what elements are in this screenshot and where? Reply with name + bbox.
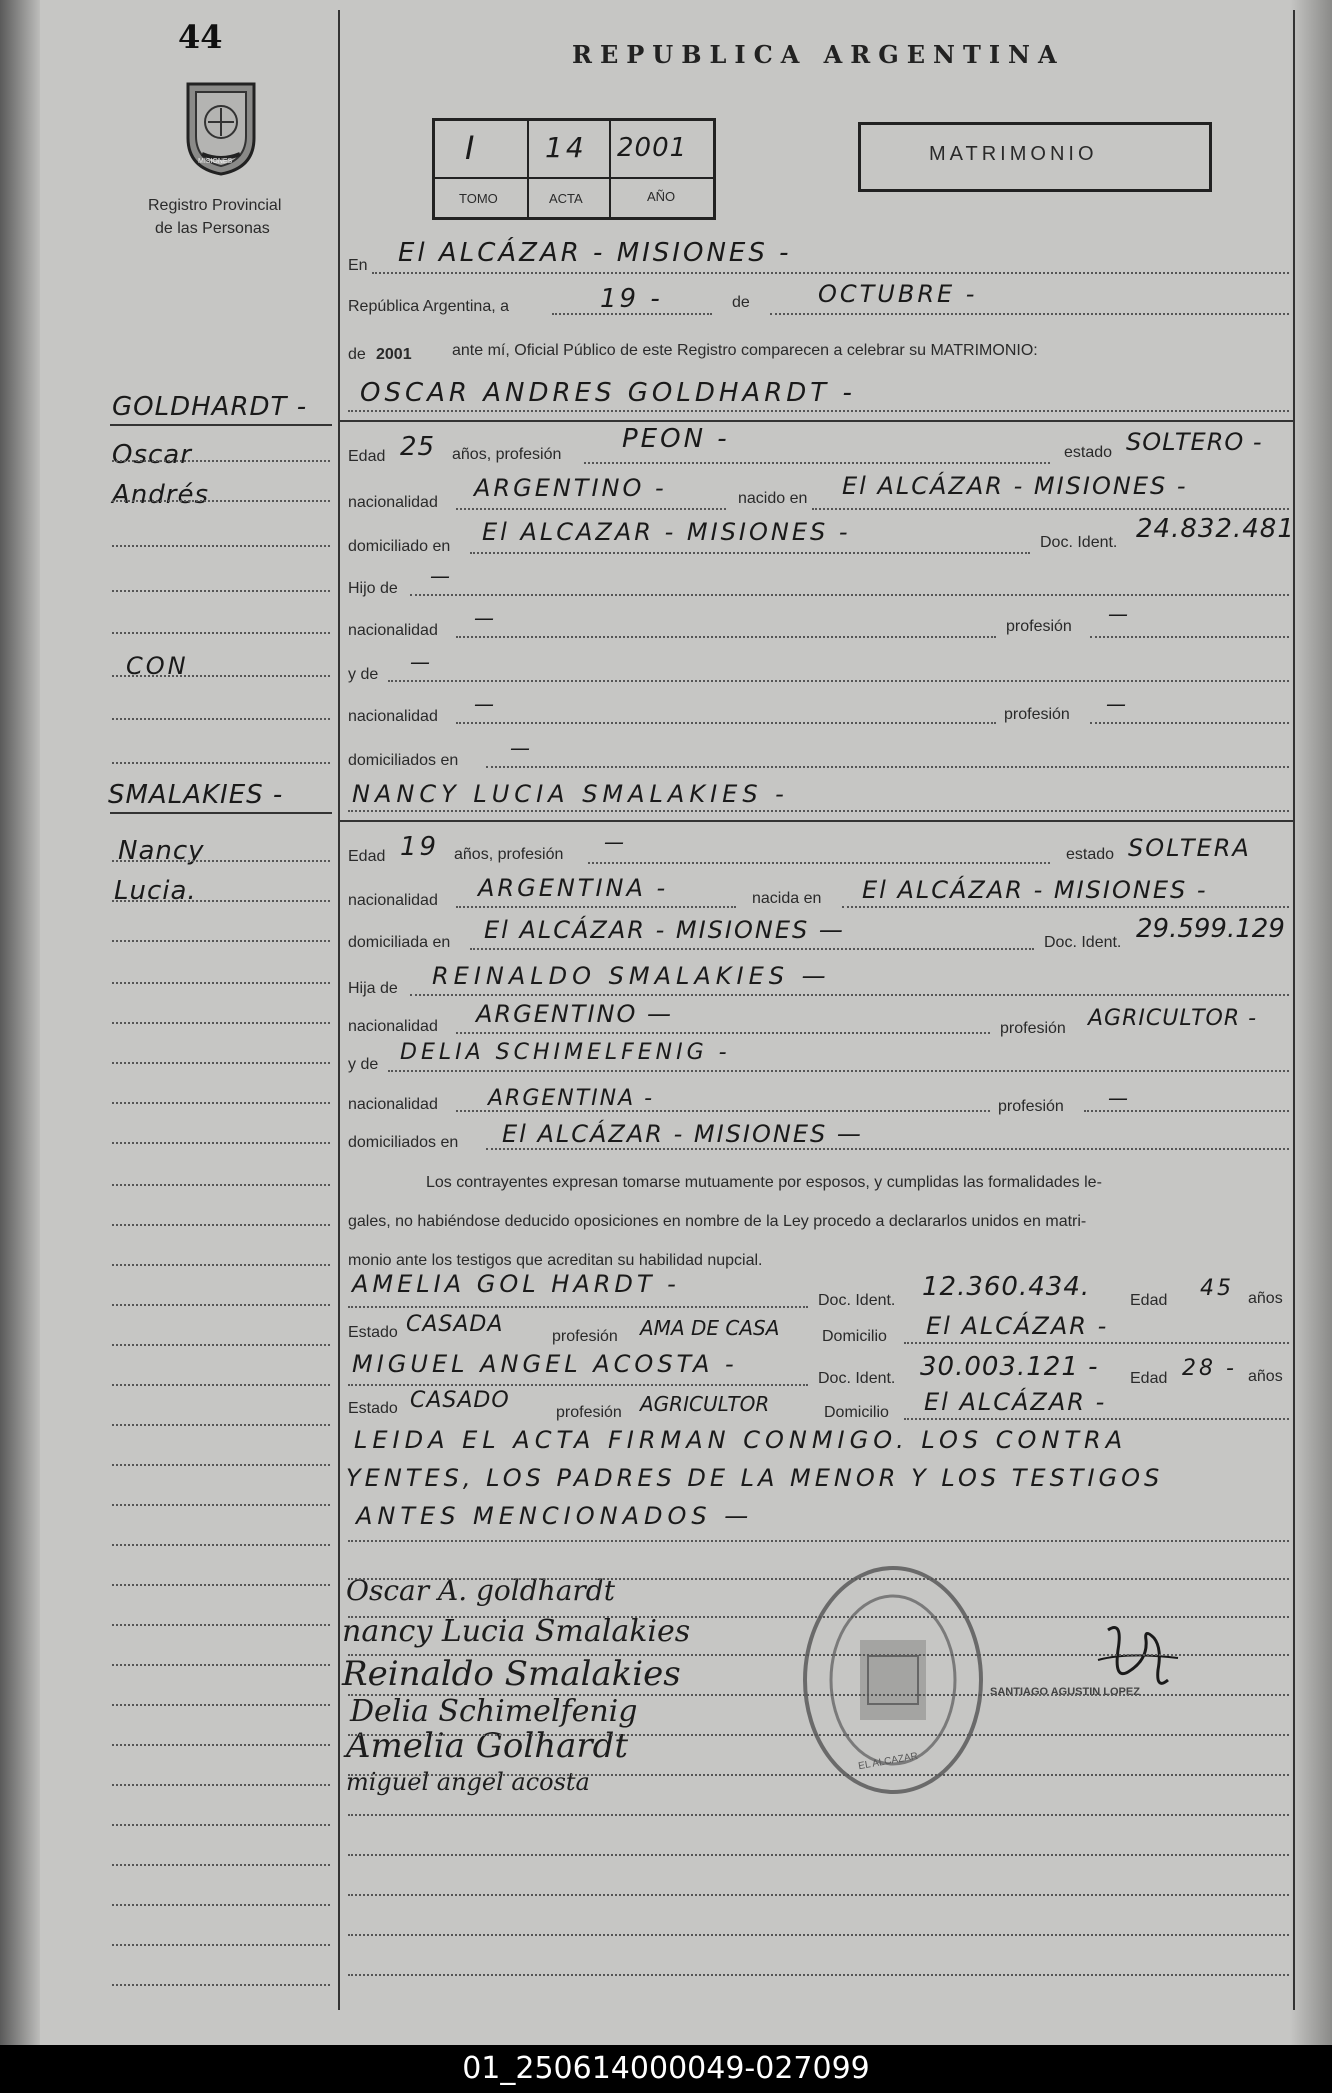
signature-5: Amelia Golhardt (346, 1726, 629, 1766)
dotted-line (112, 1344, 330, 1346)
dotted-line (348, 810, 1289, 812)
witness-1-anos-label: años (1248, 1290, 1283, 1307)
dotted-line (112, 762, 330, 764)
bride-domiciliados: El ALCÁZAR - MISIONES — (502, 1120, 863, 1148)
dotted-line (112, 1224, 330, 1226)
year-prefix: de (348, 346, 366, 363)
bride-prof2: — (1108, 1086, 1131, 1110)
signature-3: Reinaldo Smalakies (342, 1654, 681, 1694)
seal-text: MISIONES (198, 158, 233, 165)
dotted-line (1090, 636, 1289, 638)
witness-2-edad-label: Edad (1130, 1370, 1168, 1387)
bride-edad-label: Edad (348, 848, 386, 865)
groom-hijo: — (430, 564, 453, 588)
witness-2-profesion-label: profesión (556, 1404, 622, 1421)
groom-separator (340, 420, 1293, 422)
bride-prof1-label: profesión (1000, 1020, 1066, 1037)
witness-2-name: MIGUEL ANGEL ACOSTA - (352, 1350, 738, 1378)
witness-1-name: AMELIA GOL HARDT - (352, 1270, 680, 1298)
bride-madre: DELIA SCHIMELFENIG - (400, 1040, 731, 1065)
groom-prof2: — (1106, 692, 1129, 716)
page-number: 44 (178, 18, 223, 56)
bride-nac1-label: nacionalidad (348, 1018, 438, 1035)
groom-prof2-label: profesión (1004, 706, 1070, 723)
bride-doc-label: Doc. Ident. (1044, 934, 1122, 951)
dotted-line (348, 1306, 808, 1308)
groom-nacido: El ALCÁZAR - MISIONES - (842, 472, 1188, 500)
dotted-line (1090, 722, 1289, 724)
dotted-line (348, 1384, 808, 1386)
dotted-line (456, 508, 726, 510)
dotted-line (112, 1264, 330, 1266)
dotted-line (112, 1142, 330, 1144)
dotted-line (112, 940, 330, 942)
dotted-line (486, 766, 1289, 768)
dotted-line (456, 1032, 990, 1034)
bride-nac2: ARGENTINA - (488, 1086, 655, 1111)
box-col-1 (527, 121, 529, 217)
dotted-line (584, 462, 1050, 464)
dotted-line (112, 1744, 330, 1746)
dotted-line (112, 1784, 330, 1786)
groom-nac2-label: nacionalidad (348, 708, 438, 725)
dotted-line (112, 500, 330, 502)
anio-value: 2001 (617, 133, 688, 163)
declaration-line-1: Los contrayentes expresan tomarse mutuamente por esposos, y cumplidas las formalidades le- (426, 1174, 1102, 1191)
dotted-line (112, 1384, 330, 1386)
provincial-seal (180, 76, 262, 176)
dotted-line (348, 1578, 1289, 1580)
tomo-value: I (465, 129, 478, 167)
witness-1-doc-label: Doc. Ident. (818, 1292, 896, 1309)
closing-line-3: ANTES MENCIONADOS — (356, 1502, 754, 1530)
dotted-line (112, 590, 330, 592)
day-value: 19 - (600, 284, 663, 314)
dotted-line (112, 1904, 330, 1906)
dotted-line (112, 1584, 330, 1586)
dotted-line (348, 1894, 1289, 1896)
dotted-line (348, 1654, 1289, 1656)
dotted-line (112, 718, 330, 720)
bride-separator (340, 820, 1293, 822)
dotted-line (470, 552, 1030, 554)
dotted-line (348, 1734, 1289, 1736)
witness-1-domicilio: El ALCÁZAR - (926, 1312, 1109, 1340)
margin-bride-given-1: Nancy (118, 836, 205, 866)
dotted-line (112, 1504, 330, 1506)
witness-1-estado-label: Estado (348, 1324, 398, 1341)
dotted-line (904, 1418, 1289, 1420)
dotted-line (112, 1184, 330, 1186)
groom-yde-label: y de (348, 666, 379, 683)
groom-prof1: — (1108, 602, 1131, 626)
dotted-line (588, 862, 1050, 864)
bride-anos-profesion-label: años, profesión (454, 846, 564, 863)
groom-hijo-label: Hijo de (348, 580, 398, 597)
groom-estado-label: estado (1064, 444, 1113, 461)
witness-2-estado: CASADO (410, 1388, 510, 1413)
groom-nacido-label: nacido en (738, 490, 808, 507)
dotted-line (348, 1854, 1289, 1856)
bride-prof1: AGRICULTOR - (1088, 1006, 1258, 1031)
country-title: REPUBLICA ARGENTINA (572, 40, 1065, 69)
signature-1: Oscar A. goldhardt (346, 1574, 615, 1607)
act-reference-box (432, 118, 716, 220)
dotted-line (112, 545, 330, 547)
margin-groom-given-2: Andrés (112, 480, 209, 510)
dotted-line (112, 1624, 330, 1626)
bride-domicilio: El ALCÁZAR - MISIONES — (484, 916, 845, 944)
groom-domicilio: El ALCAZAR - MISIONES - (482, 518, 851, 546)
bride-estado: SOLTERA (1128, 834, 1251, 862)
groom-nac1-label: nacionalidad (348, 622, 438, 639)
dotted-line (112, 1824, 330, 1826)
acta-value: 14 (545, 131, 587, 164)
dotted-line (456, 636, 996, 638)
witness-2-estado-label: Estado (348, 1400, 398, 1417)
groom-estado: SOLTERO - (1126, 428, 1263, 456)
margin-rule (338, 10, 340, 2010)
signature-6: miguel angel acosta (346, 1768, 590, 1796)
de-label: de (732, 294, 750, 311)
dotted-line (348, 1974, 1289, 1976)
dotted-line (112, 1022, 330, 1024)
dotted-line (112, 675, 330, 677)
witness-2-domicilio: El ALCÁZAR - (924, 1388, 1107, 1416)
witness-1-profesion: AMA DE CASA (640, 1316, 780, 1340)
dotted-line (112, 1984, 330, 1986)
bride-doc: 29.599.129 (1136, 914, 1285, 944)
month-value: OCTUBRE - (818, 280, 978, 308)
dotted-line (388, 1070, 1289, 1072)
witness-1-profesion-label: profesión (552, 1328, 618, 1345)
groom-domiciliado-label: domiciliado en (348, 538, 451, 555)
dotted-line (470, 948, 1034, 950)
dotted-line (348, 1694, 1289, 1696)
bride-hija-label: Hija de (348, 980, 398, 997)
groom-nac2: — (474, 692, 497, 716)
margin-bride-given-2: Lucia. (114, 876, 197, 906)
dotted-line (812, 508, 1289, 510)
witness-1-edad-label: Edad (1130, 1292, 1168, 1309)
witness-2-edad: 28 - (1182, 1356, 1237, 1381)
dotted-line (348, 1540, 1289, 1542)
bride-nac1: ARGENTINO — (476, 1000, 674, 1028)
dotted-line (112, 1544, 330, 1546)
groom-edad: 25 (400, 432, 436, 462)
dotted-line (348, 1616, 1289, 1618)
witness-2-anos-label: años (1248, 1368, 1283, 1385)
en-label: En (348, 257, 368, 274)
bride-name: NANCY LUCIA SMALAKIES - (352, 780, 789, 808)
groom-doc: 24.832.481 (1136, 514, 1295, 544)
dotted-line (410, 594, 1289, 596)
official-stamp (798, 1560, 988, 1800)
dotted-line (348, 1814, 1289, 1816)
tomo-label: TOMO (459, 191, 498, 206)
groom-edad-label: Edad (348, 448, 386, 465)
signature-4: Delia Schimelfenig (350, 1694, 638, 1729)
dotted-line (842, 906, 1289, 908)
page-edge-shadow (1290, 0, 1332, 2045)
dotted-line (456, 906, 736, 908)
dotted-line (410, 994, 1289, 996)
witness-1-estado: CASADA (406, 1312, 504, 1337)
witness-2-domicilio-label: Domicilio (824, 1404, 889, 1421)
signature-2: nancy Lucia Smalakies (342, 1614, 691, 1649)
groom-domiciliados: — (510, 736, 533, 760)
dotted-line (348, 1934, 1289, 1936)
act-type-box (858, 122, 1212, 192)
bride-nacionalidad: ARGENTINA - (478, 874, 669, 902)
witness-1-edad: 45 (1200, 1276, 1234, 1301)
margin-bride-surname: SMALAKIES - (108, 780, 284, 810)
dotted-line (348, 1774, 1289, 1776)
dotted-line (1084, 1110, 1289, 1112)
groom-profesion: PEON - (622, 424, 730, 454)
dotted-line (770, 313, 1289, 315)
stamp-bottom-text: EL ALCAZAR (857, 1750, 919, 1773)
margin-groom-surname: GOLDHARDT - (112, 392, 308, 422)
dotted-line (112, 1062, 330, 1064)
bride-estado-label: estado (1066, 846, 1115, 863)
bride-nacida: El ALCÁZAR - MISIONES - (862, 876, 1208, 904)
dotted-line (112, 632, 330, 634)
dotted-line (112, 460, 330, 462)
witness-2-doc: 30.003.121 - (920, 1352, 1099, 1382)
dotted-line (112, 1944, 330, 1946)
witness-1-doc: 12.360.434. (922, 1272, 1091, 1302)
box-divider (435, 177, 713, 179)
margin-groom-given-1: Oscar (112, 440, 192, 470)
bride-nac2-label: nacionalidad (348, 1096, 438, 1113)
image-id-footer: 01_250614000049-027099 (0, 2045, 1332, 2093)
binding-shadow (0, 0, 40, 2045)
closing-line-2: YENTES, LOS PADRES DE LA MENOR Y LOS TESTIGOS (346, 1464, 1164, 1492)
dotted-line (112, 1664, 330, 1666)
bride-padre: REINALDO SMALAKIES — (432, 962, 831, 990)
dotted-line (112, 1864, 330, 1866)
dotted-line (112, 860, 330, 862)
declaration-line-2: gales, no habiéndose deducido oposiciones en nombre de la Ley procedo a declararlos unidos en matri- (348, 1213, 1087, 1230)
groom-domiciliados-label: domiciliados en (348, 752, 459, 769)
witness-1-domicilio-label: Domicilio (822, 1328, 887, 1345)
registry-line-1: Registro Provincial (148, 197, 282, 214)
closing-line-1: LEIDA EL ACTA FIRMAN CONMIGO. LOS CONTRA (354, 1426, 1128, 1454)
groom-doc-label: Doc. Ident. (1040, 534, 1118, 551)
groom-prof1-label: profesión (1006, 618, 1072, 635)
year-value: 2001 (376, 346, 412, 363)
place-value: El ALCÁZAR - MISIONES - (398, 238, 792, 268)
dotted-line (456, 722, 996, 724)
act-type: MATRIMONIO (929, 143, 1098, 165)
margin-con: CON (126, 652, 189, 680)
dotted-line (904, 1342, 1289, 1344)
dotted-line (112, 900, 330, 902)
bride-nacionalidad-label: nacionalidad (348, 892, 438, 909)
bride-domiciliados-label: domiciliados en (348, 1134, 459, 1151)
box-col-2 (609, 121, 611, 217)
stamp-official-name: SANTIAGO AGUSTIN LOPEZ (990, 1686, 1140, 1698)
registry-line-2: de las Personas (155, 220, 270, 237)
dotted-line (112, 1102, 330, 1104)
margin-separator-2 (110, 812, 332, 814)
dotted-line (112, 982, 330, 984)
dotted-line (388, 680, 1289, 682)
dotted-line (112, 1304, 330, 1306)
dotted-line (486, 1148, 1289, 1150)
groom-yde: — (410, 650, 433, 674)
groom-nac1: — (474, 606, 497, 630)
dotted-line (112, 1464, 330, 1466)
dotted-line (348, 410, 1289, 412)
declaration-line-3: monio ante los testigos que acreditan su habilidad nupcial. (348, 1252, 763, 1269)
margin-separator-1 (110, 424, 332, 426)
anio-label: AÑO (647, 189, 676, 204)
bride-prof2-label: profesión (998, 1098, 1064, 1115)
groom-name: OSCAR ANDRES GOLDHARDT - (360, 378, 856, 408)
bride-profesion: — (604, 830, 627, 854)
dotted-line (372, 272, 1289, 274)
groom-anos-profesion-label: años, profesión (452, 446, 562, 463)
groom-nacionalidad-label: nacionalidad (348, 494, 438, 511)
intro-text: ante mí, Oficial Público de este Registro comparecen a celebrar su MATRIMONIO: (452, 342, 1038, 359)
groom-nacionalidad: ARGENTINO - (474, 474, 667, 502)
bride-edad: 19 (400, 832, 440, 862)
witness-2-doc-label: Doc. Ident. (818, 1370, 896, 1387)
republica-label: República Argentina, a (348, 298, 509, 315)
bride-domiciliada-label: domiciliada en (348, 934, 451, 951)
bride-nacida-label: nacida en (752, 890, 822, 907)
dotted-line (112, 1704, 330, 1706)
acta-label: ACTA (549, 191, 583, 206)
witness-2-profesion: AGRICULTOR (640, 1392, 770, 1416)
right-rule (1293, 10, 1295, 2010)
bride-yde-label: y de (348, 1056, 379, 1073)
dotted-line (112, 1424, 330, 1426)
